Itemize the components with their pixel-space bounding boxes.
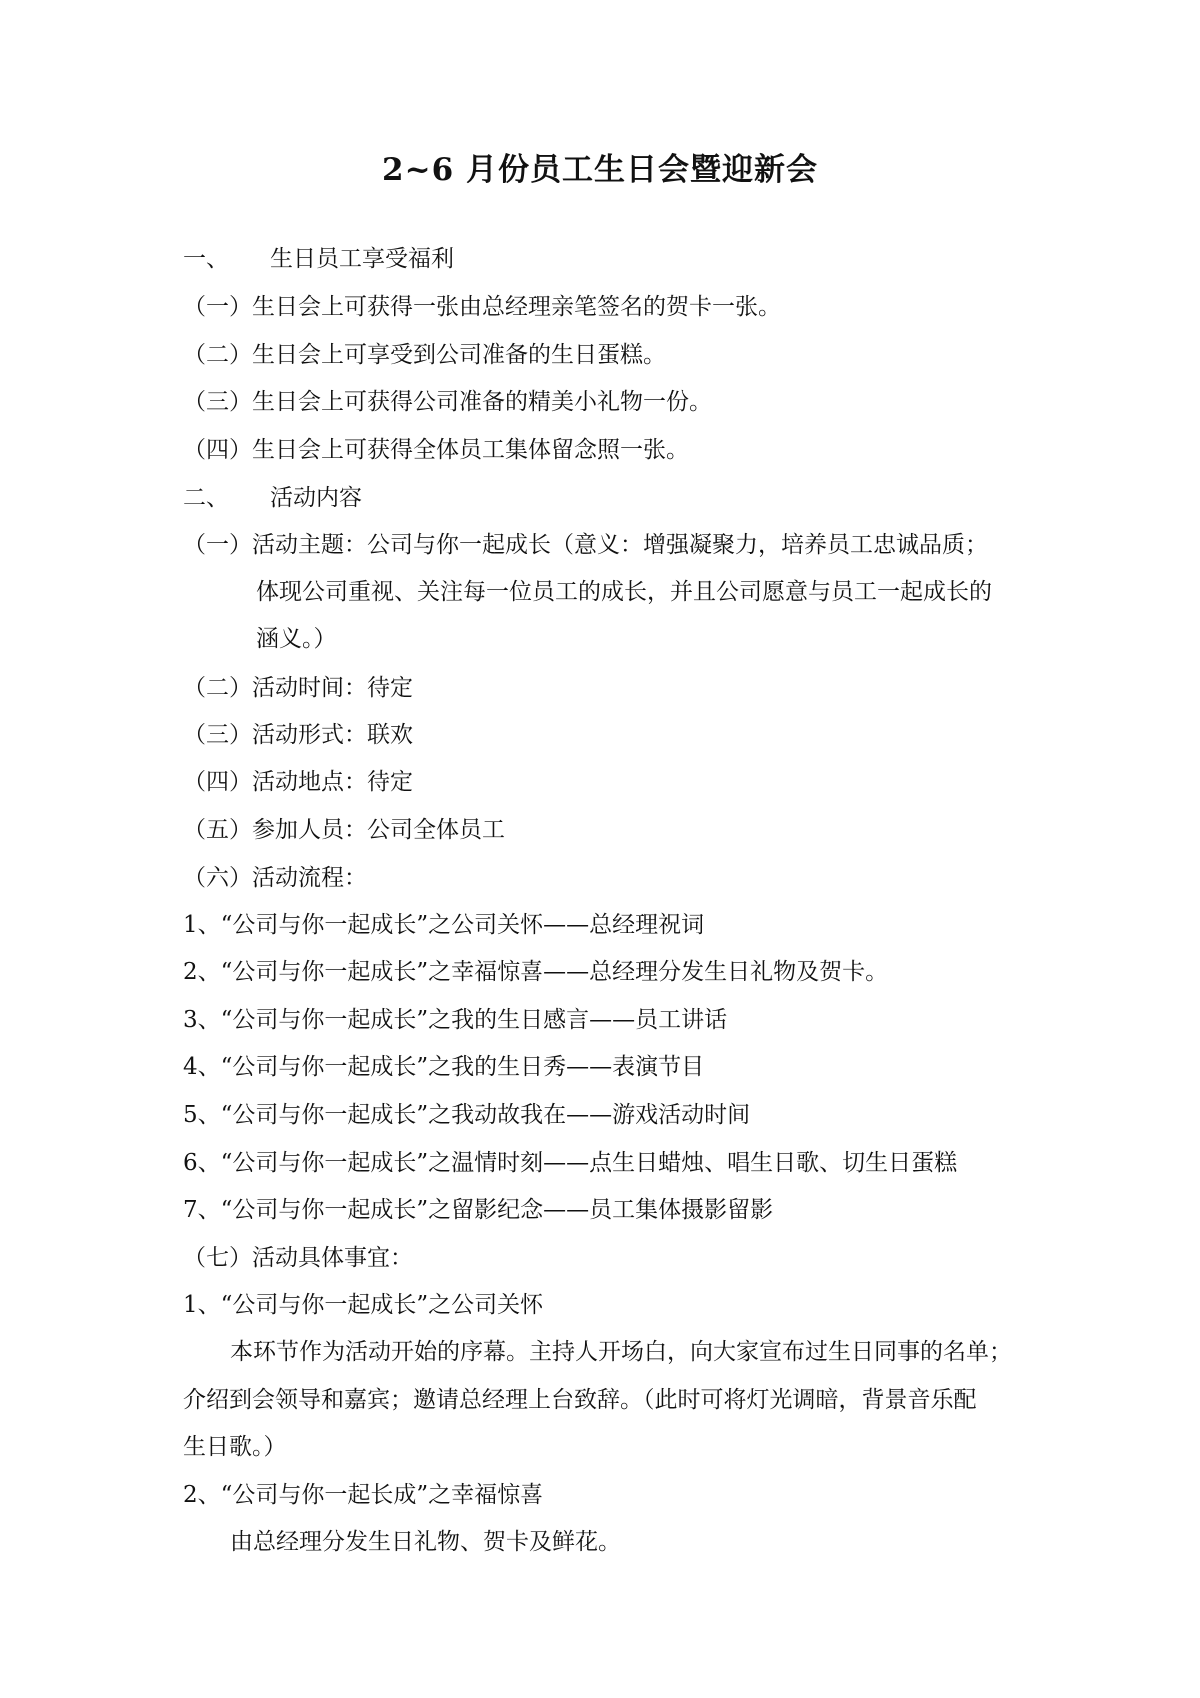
section-1-number: 一、 bbox=[183, 246, 229, 272]
activity-place: （四）活动地点：待定 bbox=[183, 769, 413, 795]
process-step-7: 7、“公司与你一起成长”之留影纪念——员工集体摄影留影 bbox=[183, 1197, 774, 1223]
benefit-item-2: （二）生日会上可享受到公司准备的生日蛋糕。 bbox=[183, 342, 666, 368]
detail-1-paragraph-line-3: 生日歌。） bbox=[183, 1434, 287, 1460]
activity-theme-line-2: 体现公司重视、关注每一位员工的成长，并且公司愿意与员工一起成长的 bbox=[256, 579, 992, 605]
process-step-1: 1、“公司与你一起成长”之公司关怀——总经理祝词 bbox=[183, 912, 705, 938]
page-title: 2~6 月份员工生日会暨迎新会 bbox=[382, 152, 818, 188]
benefit-item-1: （一）生日会上可获得一张由总经理亲笔签名的贺卡一张。 bbox=[183, 294, 781, 320]
process-step-5: 5、“公司与你一起成长”之我动故我在——游戏活动时间 bbox=[183, 1102, 751, 1128]
detail-2-heading: 2、“公司与你一起长成”之幸福惊喜 bbox=[183, 1482, 544, 1508]
section-2-heading: 活动内容 bbox=[270, 485, 362, 511]
activity-participants: （五）参加人员：公司全体员工 bbox=[183, 817, 505, 843]
detail-1-paragraph-line-2: 介绍到会领导和嘉宾；邀请总经理上台致辞。（此时可将灯光调暗，背景音乐配 bbox=[183, 1387, 977, 1413]
process-step-4: 4、“公司与你一起成长”之我的生日秀——表演节目 bbox=[183, 1054, 705, 1080]
activity-details-heading: （七）活动具体事宜： bbox=[183, 1245, 413, 1271]
activity-form: （三）活动形式：联欢 bbox=[183, 722, 413, 748]
activity-process-heading: （六）活动流程： bbox=[183, 865, 367, 891]
process-step-6: 6、“公司与你一起成长”之温情时刻——点生日蜡烛、唱生日歌、切生日蛋糕 bbox=[183, 1150, 958, 1176]
detail-1-heading: 1、“公司与你一起成长”之公司关怀 bbox=[183, 1292, 544, 1318]
section-1-heading: 生日员工享受福利 bbox=[270, 246, 454, 272]
activity-time: （二）活动时间：待定 bbox=[183, 675, 413, 701]
activity-theme-line-3: 涵义。） bbox=[256, 626, 337, 652]
process-step-2: 2、“公司与你一起成长”之幸福惊喜——总经理分发生日礼物及贺卡。 bbox=[183, 959, 889, 985]
section-2-number: 二、 bbox=[183, 485, 229, 511]
detail-2-paragraph-line-1: 由总经理分发生日礼物、贺卡及鲜花。 bbox=[230, 1529, 621, 1555]
process-step-3: 3、“公司与你一起成长”之我的生日感言——员工讲话 bbox=[183, 1007, 728, 1033]
activity-theme-line-1: （一）活动主题：公司与你一起成长（意义：增强凝聚力，培养员工忠诚品质； bbox=[183, 532, 988, 558]
benefit-item-4: （四）生日会上可获得全体员工集体留念照一张。 bbox=[183, 437, 689, 463]
detail-1-paragraph-line-1: 本环节作为活动开始的序幕。主持人开场白，向大家宣布过生日同事的名单； bbox=[230, 1339, 1012, 1365]
benefit-item-3: （三）生日会上可获得公司准备的精美小礼物一份。 bbox=[183, 389, 712, 415]
